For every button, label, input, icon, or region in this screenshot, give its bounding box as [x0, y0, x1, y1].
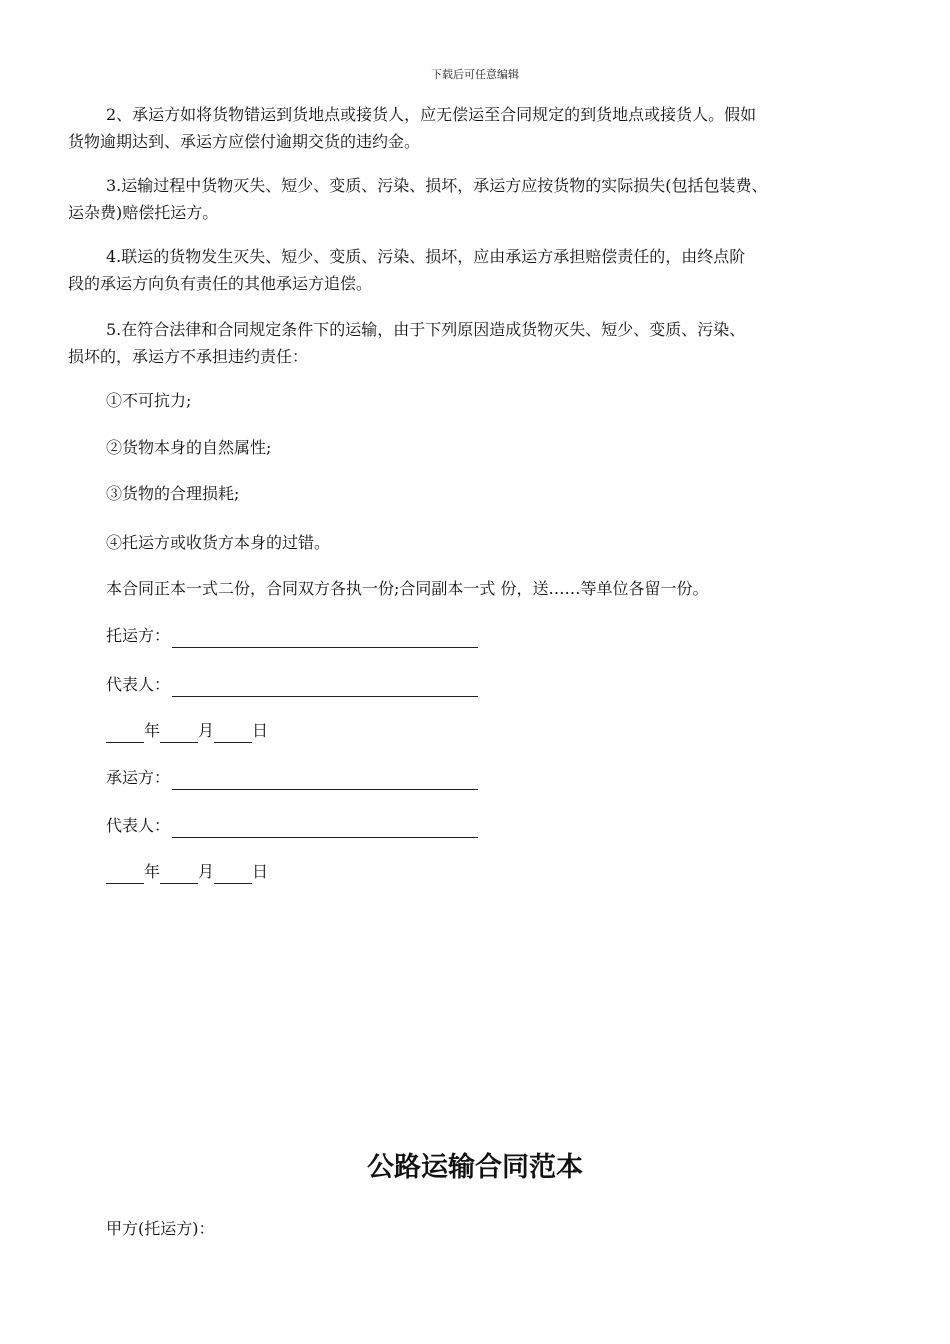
carrier-blank-line[interactable]	[172, 771, 478, 790]
clause-3-line2: 运杂费)赔偿托运方。	[68, 203, 219, 222]
shipper-signature-row	[106, 624, 478, 648]
clause-2-line1: 2、承运方如将货物错运到货地点或接货人，应无偿运至合同规定的到货地点或接货人。假如	[106, 105, 757, 124]
clause-5-line2: 损坏的，承运方不承担违约责任：	[68, 347, 309, 366]
party-a-label: 甲方(托运方)：	[106, 1219, 215, 1238]
exemption-item: ①不可抗力;	[106, 391, 192, 410]
clause-2-line2: 货物逾期达到、承运方应偿付逾期交货的违约金。	[68, 132, 421, 151]
clause-5-line1: 5.在符合法律和合同规定条件下的运输，由于下列原因造成货物灭失、短少、变质、污染、	[106, 320, 746, 339]
carrier-rep-blank-line[interactable]	[172, 819, 478, 838]
clause-2	[68, 101, 888, 155]
clause-4-line1: 4.联运的货物发生灭失、短少、变质、污染、损坏，应由承运方承担赔偿责任的，由终点阶	[106, 247, 746, 266]
year-blank[interactable]	[106, 865, 144, 884]
clause-4-line2: 段的承运方向负有责任的其他承运方追偿。	[68, 274, 373, 293]
carrier-date-row	[106, 860, 268, 884]
exemption-item: ④托运方或收货方本身的过错。	[106, 533, 331, 552]
exemption-item: ③货物的合理损耗;	[106, 484, 240, 503]
day-blank[interactable]	[214, 865, 252, 884]
copies-statement: 本合同正本一式二份，合同双方各执一份;合同副本一式 份，送……等单位各留一份。	[106, 579, 709, 598]
month-blank[interactable]	[160, 724, 198, 743]
day-label: 日	[252, 862, 269, 881]
header-note: 下载后可任意编辑	[431, 68, 519, 81]
month-label: 月	[198, 721, 215, 740]
carrier-rep-label: 代表人：	[106, 816, 171, 835]
day-blank[interactable]	[214, 724, 252, 743]
year-blank[interactable]	[106, 724, 144, 743]
shipper-rep-blank-line[interactable]	[172, 678, 478, 697]
shipper-rep-label: 代表人：	[106, 675, 171, 694]
clause-3-line1: 3.运输过程中货物灭失、短少、变质、污染、损坏，承运方应按货物的实际损失(包括包装费、	[106, 176, 768, 195]
clause-5	[68, 316, 888, 370]
year-label: 年	[144, 862, 161, 881]
shipper-blank-line[interactable]	[172, 629, 478, 648]
month-blank[interactable]	[160, 865, 198, 884]
shipper-label: 托运方：	[106, 626, 171, 645]
month-label: 月	[198, 862, 215, 881]
clause-3	[68, 172, 888, 226]
day-label: 日	[252, 721, 269, 740]
carrier-label: 承运方：	[106, 768, 171, 787]
shipper-rep-signature-row	[106, 673, 478, 697]
carrier-rep-signature-row	[106, 814, 478, 838]
exemption-item: ②货物本身的自然属性;	[106, 438, 272, 457]
year-label: 年	[144, 721, 161, 740]
contract-title: 公路运输合同范本	[367, 1152, 583, 1183]
carrier-signature-row	[106, 766, 478, 790]
shipper-date-row	[106, 719, 268, 743]
clause-4	[68, 243, 888, 297]
